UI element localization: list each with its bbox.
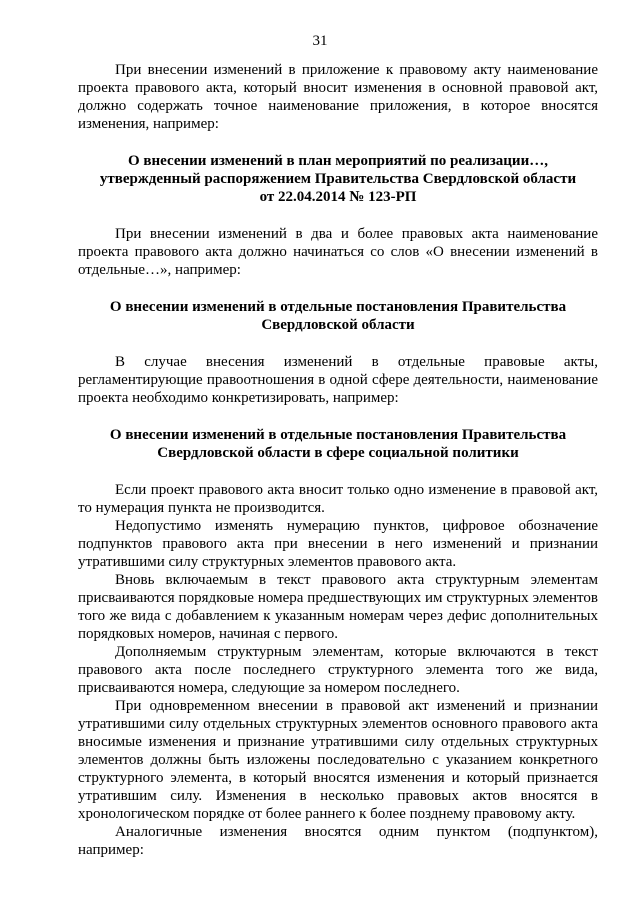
heading-line: О внесении изменений в отдельные постановления Правительства xyxy=(109,299,567,315)
heading-line: О внесении изменений в план мероприятий по реализации…, xyxy=(128,153,548,169)
heading-line: утвержденный распоряжением Правительства Свердловской области xyxy=(99,171,577,187)
paragraph-multiple-acts: При внесении изменений в два и более правовых акта наименование проекта правового акта должно начинаться со слов «О внесении изменений в отдельные…», например: xyxy=(78,226,598,278)
example-heading-social-policy xyxy=(78,426,598,462)
paragraph-simultaneous-changes: При одновременном внесении в правовой акт изменений и признании утратившими силу отдельных структурных элементов основного правового акта вносимые изменения и признание утратившими силу отдельных структурных элементов должны быть изложены последовательно с указанием конкретного структурного элемента, в который вносятся изменения и который признается утратившим силу. Изменения в несколько правовых актов вносятся в хронологическом порядке от более раннего к более позднему правовому акту. xyxy=(78,698,598,822)
paragraph-single-change: Если проект правового акта вносит только одно изменение в правовой акт, то нумерация пункта не производится. xyxy=(78,482,598,516)
paragraph-new-elements: Вновь включаемым в текст правового акта структурным элементам присваиваются порядковые номера предшествующих им структурных элементов того же вида с добавлением к указанным номерам через дефис дополнительных порядковых номеров, начиная с первого. xyxy=(78,572,598,642)
example-heading-separate xyxy=(78,298,598,334)
paragraph-one-sphere: В случае внесения изменений в отдельные правовые акты, регламентирующие правоотношения в одной сфере деятельности, наименование проекта необходимо конкретизировать, например: xyxy=(78,354,598,406)
heading-line: Свердловской области в сфере социальной политики xyxy=(157,445,519,461)
heading-line: Свердловской области xyxy=(261,317,415,333)
paragraph-appendix-changes: При внесении изменений в приложение к правовому акту наименование проекта правового акта, который вносит изменения в основной правовой акт, должно содержать точное наименование приложения, в которое вносятся изменения, например: xyxy=(78,62,598,132)
paragraph-similar-changes: Аналогичные изменения вносятся одним пунктом (подпунктом), например: xyxy=(78,824,598,858)
example-heading-plan xyxy=(78,152,598,206)
heading-line: О внесении изменений в отдельные постановления Правительства xyxy=(109,427,567,443)
heading-line: от 22.04.2014 № 123-РП xyxy=(259,189,417,205)
document-body xyxy=(78,61,598,859)
page-number: 31 xyxy=(312,33,328,49)
paragraph-appended-elements: Дополняемым структурным элементам, которые включаются в текст правового акта после последнего структурного элемента того же вида, присваиваются номера, следующие за номером последнего. xyxy=(78,644,598,696)
paragraph-numbering-forbidden: Недопустимо изменять нумерацию пунктов, цифровое обозначение подпунктов правового акта при внесении в него изменений и признании утратившими силу структурных элементов правового акта. xyxy=(78,518,598,570)
